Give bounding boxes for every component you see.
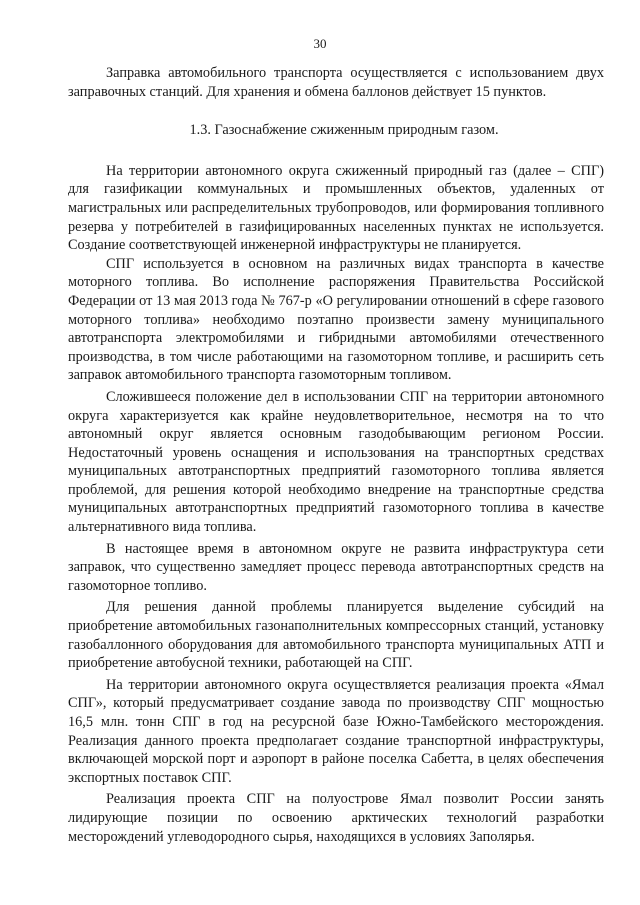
intro-paragraph: Заправка автомобильного транспорта осуществляется с использованием двух заправочных станций. Для хранения и обмена баллонов действует 15 пунктов. [68, 65, 604, 100]
paragraph-arctic-technologies: Реализация проекта СПГ на полуострове Ямал позволит России занять лидирующие позиции по освоению арктических технологий разработки месторождений углеводородного сырья, находящихся в условиях Заполярья. [68, 791, 604, 845]
paragraph-motor-fuel: СПГ используется в основном на различных видах транспорта в качестве моторного топлива. Во исполнение распоряжения Правительства Российской Федерации от 13 мая 2013 года № 767-р «О регулировании отношений в сфере газового моторного топлива» необходимо поэтапно произвести замену муниципального автотранспорта электромобилями и гибридными автомобилями отечественного производства, в том числе работающими на газомоторном топливе, и расширить сеть заправок автомобильного транспорта газомоторным топливом. [68, 255, 604, 384]
section-heading: 1.3. Газоснабжение сжиженным природным газом. [189, 122, 499, 139]
paragraph-lng-usage: На территории автономного округа сжиженный природный газ (далее – СПГ) для газификации коммунальных и промышленных объектов, удаленных от магистральных или распределительных трубопроводов, или формирования топливного резерва у потребителей в газифицированных населенных пунктах не используется. Создание соответствующей инженерной инфраструктуры не планируется. [68, 162, 604, 254]
page-number: 30 [313, 36, 327, 51]
paragraph-infrastructure: В настоящее время в автономном округе не развита инфраструктура сети заправок, что существенно замедляет процесс перевода автотранспортных средств на газомоторное топливо. [68, 540, 604, 594]
paragraph-current-situation: Сложившееся положение дел в использовании СПГ на территории автономного округа характеризуется как крайне неудовлетворительное, несмотря на то что автономный округ является основным газодобывающим регионом России. Недостаточный уровень оснащения и использования на транспортных средствах муниципальных автотранспортных предприятий газомоторного топлива является проблемой, для решения которой необходимо внедрение на транспортные средства муниципальных автотранспортных предприятий газомоторного топлива в качестве альтернативного вида топлива. [68, 388, 604, 536]
paragraph-subsidies: Для решения данной проблемы планируется выделение субсидий на приобретение автомобильных газонаполнительных компрессорных станций, установку газобаллонного оборудования для автомобильного транспорта муниципальных АТП и приобретение автобусной техники, работающей на СПГ. [68, 599, 604, 672]
document-body [68, 64, 604, 846]
paragraph-yamal-lng: На территории автономного округа осуществляется реализация проекта «Ямал СПГ», который предусматривает создание завода по производству СПГ мощностью 16,5 млн. тонн СПГ в год на ресурсной базе Южно-Тамбейского месторождения. Реализация данного проекта предполагает создание транспортной инфраструктуры, включающей морской порт и аэропорт в районе поселка Сабетта, в целях обеспечения экспортных поставок СПГ. [68, 676, 604, 786]
